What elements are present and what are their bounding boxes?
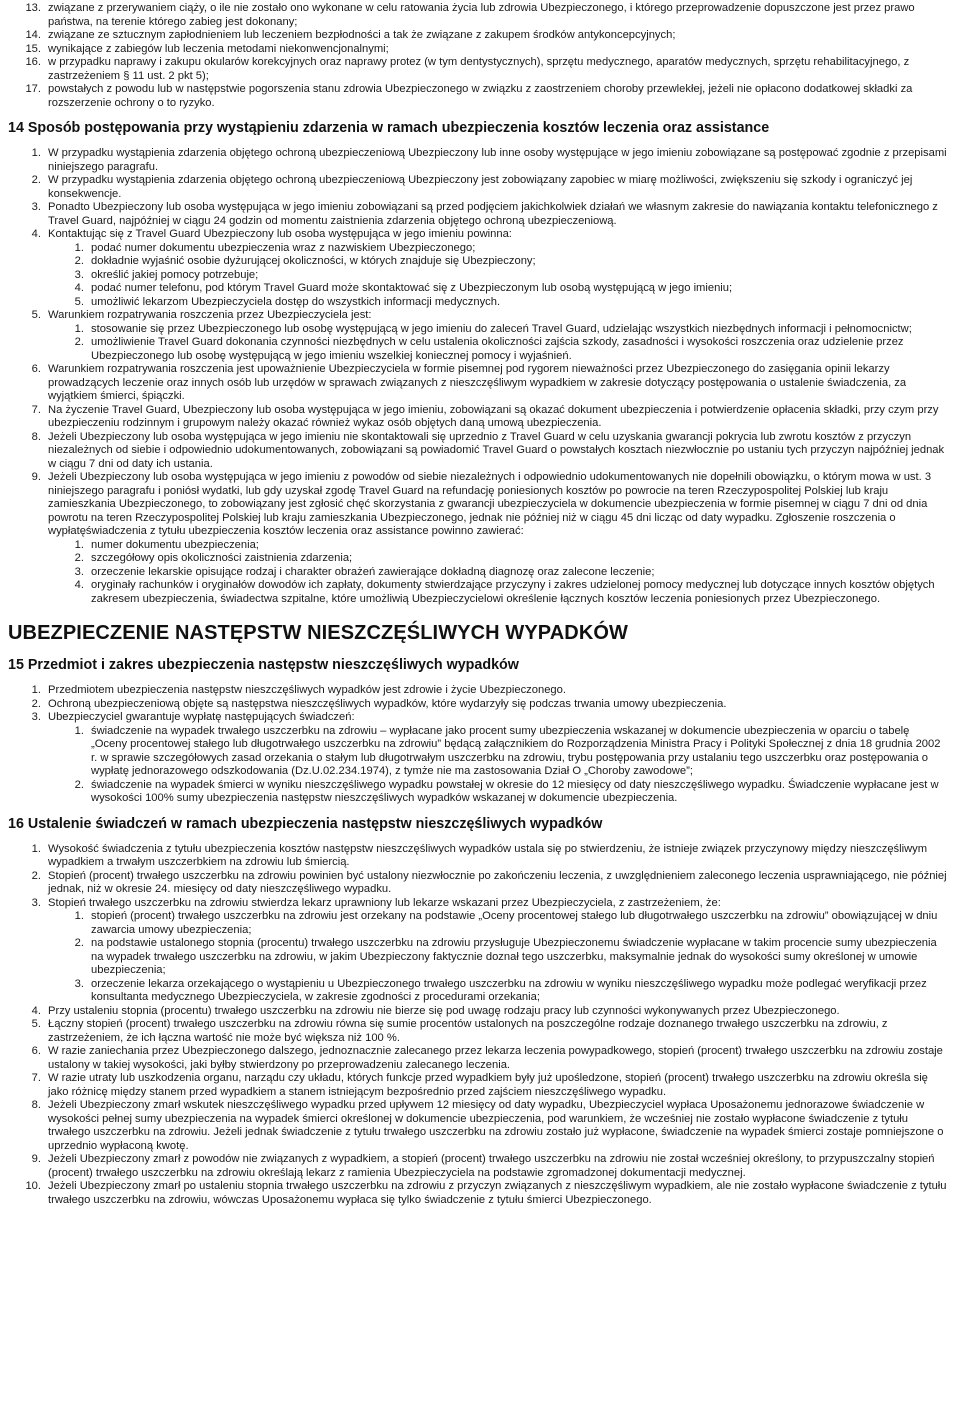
list-item [8, 1180, 948, 1207]
item-text: stopień (procent) trwałego uszczerbku na zdrowiu jest orzekany na podstawie „Oceny procentowej stałego lub długotrwałego uszczerbku na zdrowiu” obowiązującej w dniu zawarcia umowy ubezpieczenia; [91, 910, 938, 936]
section-15-list [8, 684, 948, 806]
item-text: powstałych z powodu lub w następstwie pogorszenia stanu zdrowia Ubezpieczonego w związku z zaostrzeniem choroby przewlekłej, jeżeli nie opłacono dodatkowej składki za rozszerzenie ochrony o to ryzyko. [48, 83, 913, 109]
item-number: 17. [25, 83, 41, 95]
list-item [8, 29, 948, 43]
sub-list-item [48, 579, 948, 606]
item-number: 6. [31, 363, 41, 375]
item-number: 4. [74, 579, 84, 591]
item-text: umożliwienie Travel Guard dokonania czynności niezbędnych w celu ustalenia okoliczności zajścia szkody, zasadności i wysokości roszczenia oraz udzielenie przez Ubezpieczonego lub osobę występującą w jego imieniu wszelkiej koniecznej pomocy i wyjaśnień. [91, 336, 904, 362]
list-item [8, 1005, 948, 1019]
item-text: Jeżeli Ubezpieczony zmarł po ustaleniu stopnia trwałego uszczerbku na zdrowiu z przyczyn związanych z nieszczęśliwym wypadkiem, ale nie zostało wypłacone świadczenie z tytułu trwałego uszczerbku na zdrowiu, wówczas Uposażonemu wypłaca się tylko świadczenie z tytułu śmierci Ubezpieczonego. [48, 1180, 947, 1206]
list-item [8, 684, 948, 698]
list-item [8, 309, 948, 323]
list-item [8, 83, 948, 110]
item-text: Ochroną ubezpieczeniową objęte są następstwa nieszczęśliwych wypadków, które wydarzyły się podczas trwania umowy ubezpieczenia. [48, 697, 727, 710]
item-number: 15. [25, 42, 41, 55]
item-text: Jeżeli Ubezpieczony zmarł wskutek nieszczęśliwego wypadku przed upływem 12 miesięcy od daty wypadku, Ubezpieczyciel wypłaca Uposażonemu jednorazowe świadczenie w wysokości pełnej sumy ubezpieczenia na wypadek śmierci określonej w dokumencie ubezpieczenia, pod warunkiem, że wcześniej nie zostało wypłacone świadczenie z tytułu trwałego uszczerbku na zdrowiu. Jeżeli jednak świadczenie z tytułu trwałego uszczerbku na zdrowiu zostało już wypłacone, świadczenie na wypadek śmierci zostaje pomniejszone o uprzednio wypłaconą kwotę. [48, 1099, 944, 1152]
item-text: związane ze sztucznym zapłodnieniem lub leczeniem bezpłodności a tak że związane z zakupem środków antykoncepcyjnych; [48, 29, 676, 41]
item-text: Przedmiotem ubezpieczenia następstw nieszczęśliwych wypadków jest zdrowie i życie Ubezpieczonego. [48, 684, 566, 696]
item-text: stosowanie się przez Ubezpieczonego lub osobę występującą w jego imieniu do zaleceń Travel Guard, udzielając wszystkich niezbędnych informacji i pełnomocnictw; [91, 322, 912, 335]
item-number: 4. [74, 282, 84, 294]
item-number: 5. [31, 1018, 41, 1030]
item-text: Na życzenie Travel Guard, Ubezpieczony lub osoba występująca w jego imieniu, zobowiązani są okazać dokument ubezpieczenia i potwierdzenie opłacenia składki, przy czym przy ubezpieczeniu rodzinnym i grupowym należy okazać również wykaz osób objętych daną umową ubezpieczenia. [48, 403, 939, 429]
sub-list-item [48, 566, 948, 580]
list-item [8, 711, 948, 725]
item-text: Przy ustaleniu stopnia (procentu) trwałego uszczerbku na zdrowiu nie bierze się pod uwagę rodzaju pracy lub czynności wykonywanych przez Ubezpieczonego. [48, 1004, 840, 1017]
item-number: 1. [74, 910, 84, 922]
item-number: 4. [31, 228, 41, 240]
list-item [8, 201, 948, 228]
item-number: 3. [31, 711, 41, 723]
item-number: 14. [25, 29, 41, 41]
item-text: Łączny stopień (procent) trwałego uszczerbku na zdrowiu równa się sumie procentów ustalonych na poszczególne rodzaje doznanego trwałego uszczerbku na zdrowiu, z zastrzeżeniem, że ich łączna wartość nie może być większa niż 100 %. [48, 1018, 888, 1044]
item-text: Ubezpieczyciel gwarantuje wypłatę następujących świadczeń: [48, 711, 355, 723]
item-number: 3. [74, 565, 84, 578]
item-number: 2. [74, 255, 84, 267]
item-text: Jeżeli Ubezpieczony lub osoba występująca w jego imieniu z powodów od siebie niezależnych i odpowiednio udokumentowanych nie dopełnili obowiązku, o którym mowa w ust. 3 niniejszego paragrafu i poniósł wydatki, lub gdy uzyskał zgodę Travel Guard na refundację poniesionych kosztów po powrocie na teren Rzeczypospolitej Polskiej lub kraju zamieszkania Ubezpieczonego, to zobowiązany jest zgłosić chęć skorzystania z gwarancji ubezpieczyciela w dokumencie ubezpieczenia w formie pisemnej w ciągu 7 dni od dnia powrotu na teren Rzeczypospolitej Polskiej lub kraju zamieszkania Ubezpieczonego, jednak nie później niż w ciągu 45 dni licząc od daty wypadku. Zgłoszenie roszczenia o wypłatęświadczenia z tytułu ubezpieczenia kosztów leczenia oraz assistance powinno zawierać: [48, 471, 932, 537]
list-item [8, 56, 948, 83]
item-text: wynikające z zabiegów lub leczenia metodami niekonwencjonalnymi; [48, 42, 389, 55]
item-text: Kontaktując się z Travel Guard Ubezpieczony lub osoba występująca w jego imieniu powinna: [48, 228, 512, 240]
item-text: określić jakiej pomocy potrzebuje; [91, 268, 259, 281]
list-item [8, 2, 948, 29]
item-number: 7. [31, 403, 41, 416]
item-text: podać numer telefonu, pod którym Travel Guard może skontaktować się z Ubezpieczonym lub osobą występującą w jego imieniu; [91, 282, 733, 294]
sub-list-item [48, 336, 948, 363]
list-item [8, 1045, 948, 1072]
item-number: 2. [31, 869, 41, 882]
item-text: Warunkiem rozpatrywania roszczenia przez Ubezpieczyciela jest: [48, 309, 372, 321]
item-text: związane z przerywaniem ciąży, o ile nie zostało ono wykonane w celu ratowania życia lub zdrowia Ubezpieczonego, i którego przeprowadzenie dopuszczone jest przez prawo państwa, na terenie którego zabieg jest dokonany; [48, 2, 915, 28]
item-number: 3. [74, 268, 84, 281]
item-number: 2. [74, 778, 84, 791]
item-number: 2. [74, 937, 84, 949]
item-number: 1. [74, 724, 84, 737]
item-text: oryginały rachunków i oryginałów dowodów ich zapłaty, dokumenty stwierdzające przyczyny i zakres udzielonej pomocy medycznej lub dotyczące innych kosztów objętych zakresem ubezpieczenia, świadectwa szpitalne, które umożliwią Ubezpieczycielowi określenie łącznych kosztów leczenia poniesionych przez Ubezpieczonego. [91, 579, 935, 605]
item-number: 3. [31, 201, 41, 213]
item-number: 2. [74, 552, 84, 564]
item-number: 1. [74, 538, 84, 551]
item-number: 9. [31, 471, 41, 483]
list-item [8, 431, 948, 472]
item-text: podać numer dokumentu ubezpieczenia wraz z nazwiskiem Ubezpieczonego; [91, 241, 476, 254]
item-text: orzeczenie lekarskie opisujące rodzaj i charakter obrażeń zawierające dokładną diagnozę oraz zalecone leczenie; [91, 565, 655, 578]
item-number: 3. [74, 977, 84, 990]
item-number: 1. [31, 147, 41, 159]
item-text: numer dokumentu ubezpieczenia; [91, 538, 259, 551]
item-number: 1. [31, 684, 41, 696]
list-item [8, 363, 948, 404]
sub-list-item [48, 323, 948, 337]
section-14-list [8, 147, 948, 606]
item-text: orzeczenie lekarza orzekającego o wystąpieniu u Ubezpieczonego trwałego uszczerbku na zdrowiu w wyniku nieszczęśliwego wypadku może podlegać weryfikacji przez konsultanta medycznego Ubezpieczyciela, w zakresie zgodności z procedurami orzekania; [91, 977, 927, 1003]
item-number: 4. [31, 1004, 41, 1017]
item-number: 2. [31, 174, 41, 186]
item-number: 1. [74, 241, 84, 254]
part-title: UBEZPIECZENIE NASTĘPSTW NIESZCZĘŚLIWYCH WYPADKÓW [8, 622, 628, 644]
item-text: W razie zaniechania przez Ubezpieczonego dalszego, jednoznacznie zalecanego przez lekarza leczenia powypadkowego, stopień (procent) trwałego uszczerbku na zdrowiu zostaje ustalony w takiej wysokości, jaki byłby stwierdzony po przeprowadzeniu zalecanego leczenia. [48, 1045, 943, 1071]
list-item [8, 404, 948, 431]
sub-list-item [48, 552, 948, 566]
list-item [8, 228, 948, 242]
item-text: Stopień (procent) trwałego uszczerbku na zdrowiu powinien być ustalony niezwłocznie po zakończeniu leczenia, z uwzględnieniem zaleconego leczenia usprawniającego, nie później jednak, niż w okresie 24. miesięcy od daty nieszczęśliwego wypadku. [48, 869, 947, 895]
list-item [8, 1072, 948, 1099]
item-text: na podstawie ustalonego stopnia (procentu) trwałego uszczerbku na zdrowiu przysługuje Ubezpieczonemu świadczenie wypłacane w takim procencie sumy ubezpieczenia na wypadek trwałego uszczerbku na zdrowiu, w jakim Ubezpieczony faktycznie doznał tego uszczerbku, maksymalnie jednak do wysokości sumy określonej w umowie ubezpieczenia; [91, 937, 937, 976]
item-number: 3. [31, 896, 41, 909]
list-item [8, 897, 948, 911]
list-item [8, 147, 948, 174]
section-16-list [8, 843, 948, 1208]
item-text: Jeżeli Ubezpieczony zmarł z powodów nie związanych z wypadkiem, a stopień (procent) trwałego uszczerbku na zdrowiu nie został wcześniej określony, to przypuszczalny stopień (procent) trwałego uszczerbku na zdrowiu określają lekarz z ramienia Ubezpieczyciela na podstawie zgromadzonej dokumentacji medycznej. [48, 1153, 935, 1179]
item-text: Wysokość świadczenia z tytułu ubezpieczenia kosztów następstw nieszczęśliwych wypadków ustala się po stwierdzeniu, że istnieje związek przyczynowy między nieszczęśliwym wypadkiem a trwałym uszczerbkiem na zdrowiu lub śmiercią. [48, 842, 928, 868]
sub-list-item [48, 725, 948, 779]
sub-list-item [48, 937, 948, 978]
document-page [0, 2, 960, 1410]
item-number: 16. [25, 56, 41, 68]
item-number: 1. [31, 842, 41, 855]
section-15-title: 15 Przedmiot i zakres ubezpieczenia następstw nieszczęśliwych wypadków [8, 657, 519, 673]
item-number: 2. [31, 697, 41, 710]
item-number: 8. [31, 430, 41, 443]
item-text: szczegółowy opis okoliczności zaistnienia zdarzenia; [91, 552, 353, 564]
list-item [8, 843, 948, 870]
list-item [8, 43, 948, 57]
item-number: 8. [31, 1099, 41, 1111]
sub-list-item [48, 255, 948, 269]
sub-list-item [48, 269, 948, 283]
item-number: 9. [31, 1153, 41, 1165]
list-item [8, 1018, 948, 1045]
sub-list-item [48, 910, 948, 937]
sub-list-item [48, 779, 948, 806]
item-text: świadczenie na wypadek śmierci w wyniku nieszczęśliwego wypadku powstałej w okresie do 12 miesięcy od daty nieszczęśliwego wypadku. Świadczenie wypłacane jest w wysokości 100% sumy ubezpieczenia następstw nieszczęśliwych wypadków wskazanej w dokumencie ubezpieczenia. [91, 778, 939, 804]
item-text: Warunkiem rozpatrywania roszczenia jest upoważnienie Ubezpieczyciela w formie pisemnej pod rygorem nieważności przez Ubezpieczonego do zasięgania opinii lekarzy prowadzących leczenie oraz innych osób lub urzędów w sprawach związanych z nieszczęśliwym wypadkiem w zakresie dotyczący postępowania o ustalenie świadczenia, za wyjątkiem śmierci, śpiączki. [48, 363, 907, 402]
exclusions-list [8, 2, 948, 110]
sub-list-item [48, 242, 948, 256]
item-text: Stopień trwałego uszczerbku na zdrowiu stwierdza lekarz uprawniony lub lekarze wskazani przez Ubezpieczyciela, z zastrzeżeniem, że: [48, 896, 721, 909]
item-text: świadczenie na wypadek trwałego uszczerbku na zdrowiu – wypłacane jako procent sumy ubezpieczenia wskazanej w dokumencie ubezpieczenia w oparciu o tabelę „Oceny procentowej stałego lub długotrwałego uszczerbku na zdrowiu” będącą załącznikiem do Rozporządzenia Ministra Pracy i Polityki Społecznej z dnia 18 grudnia 2002 r. w sprawie szczegółowych zasad orzekania o stałym lub długotrwałym uszczerbku na zdrowiu, trybu postępowania przy ustalaniu tego uszczerbku oraz postępowania o wypłatę jednorazowego odszkodowania (Dz.U.02.234.1974), z tymże nie ma zastosowania Dział O „Choroby zawodowe”; [91, 724, 941, 777]
sub-list-item [48, 539, 948, 553]
item-text: W razie utraty lub uszkodzenia organu, narządu czy układu, których funkcje przed wypadkiem były już upośledzone, stopień (procent) trwałego uszczerbku na zdrowiu określa się jako różnicę między stanem przed wypadkiem a stanem istniejącym bezpośrednio przed zajściem nieszczęśliwego wypadku. [48, 1072, 928, 1098]
list-item [8, 1099, 948, 1153]
item-number: 1. [74, 322, 84, 335]
list-item [8, 471, 948, 539]
sub-list-item [48, 296, 948, 310]
item-number: 6. [31, 1045, 41, 1057]
list-item [8, 174, 948, 201]
list-item [8, 870, 948, 897]
item-text: Jeżeli Ubezpieczony lub osoba występująca w jego imieniu nie skontaktowali się uprzednio z Travel Guard w celu uzyskania gwarancji pokrycia lub zwrotu kosztów z przyczyn niezależnych od siebie i odpowiednio udokumentowanych, zobowiązani są powiadomić Travel Guard o powstałych kosztach niezwłocznie po ustaniu tych przyczyn najpóźniej jednak w ciągu 7 dni od daty ich ustania. [48, 430, 945, 470]
list-item [8, 1153, 948, 1180]
item-number: 10. [25, 1180, 41, 1192]
item-number: 7. [31, 1072, 41, 1084]
item-number: 5. [74, 295, 84, 308]
item-text: W przypadku wystąpienia zdarzenia objętego ochroną ubezpieczeniową Ubezpieczony jest zobowiązany zapobiec w miarę możliwości, zwiększeniu się szkody i ograniczyć jej konsekwencje. [48, 174, 913, 200]
sub-list-item [48, 282, 948, 296]
item-text: Ponadto Ubezpieczony lub osoba występująca w jego imieniu zobowiązani są przed podjęciem jakichkolwiek działań we własnym zakresie do nawiązania kontaktu telefonicznego z Travel Guard, najpóźniej w ciągu 24 godzin od momentu zaistnienia zdarzenia objętego ochroną ubezpieczeniową. [48, 201, 938, 227]
item-text: dokładnie wyjaśnić osobie dyżurującej okoliczności, w których znajduje się Ubezpieczony; [91, 255, 536, 267]
item-text: W przypadku wystąpienia zdarzenia objętego ochroną ubezpieczeniową Ubezpieczony lub inne osoby występujące w jego imieniu zobowiązane są postępować zgodnie z przepisami niniejszego paragrafu. [48, 147, 947, 173]
sub-list-item [48, 978, 948, 1005]
list-item [8, 698, 948, 712]
section-14-title: 14 Sposób postępowania przy wystąpieniu zdarzenia w ramach ubezpieczenia kosztów leczenia oraz assistance [8, 120, 770, 136]
item-number: 5. [31, 309, 41, 321]
item-number: 2. [74, 336, 84, 348]
item-text: umożliwić lekarzom Ubezpieczyciela dostęp do wszystkich informacji medycznych. [91, 295, 501, 308]
section-16-title: 16 Ustalenie świadczeń w ramach ubezpieczenia następstw nieszczęśliwych wypadków [8, 815, 603, 832]
item-number: 13. [25, 2, 41, 14]
item-text: w przypadku naprawy i zakupu okularów korekcyjnych oraz naprawy protez (w tym dentystycznych), sprzętu medycznego, aparatów medycznych, sprzętu rehabilitacyjnego, z zastrzeżeniem § 11 ust. 2 pkt 5); [48, 56, 910, 82]
